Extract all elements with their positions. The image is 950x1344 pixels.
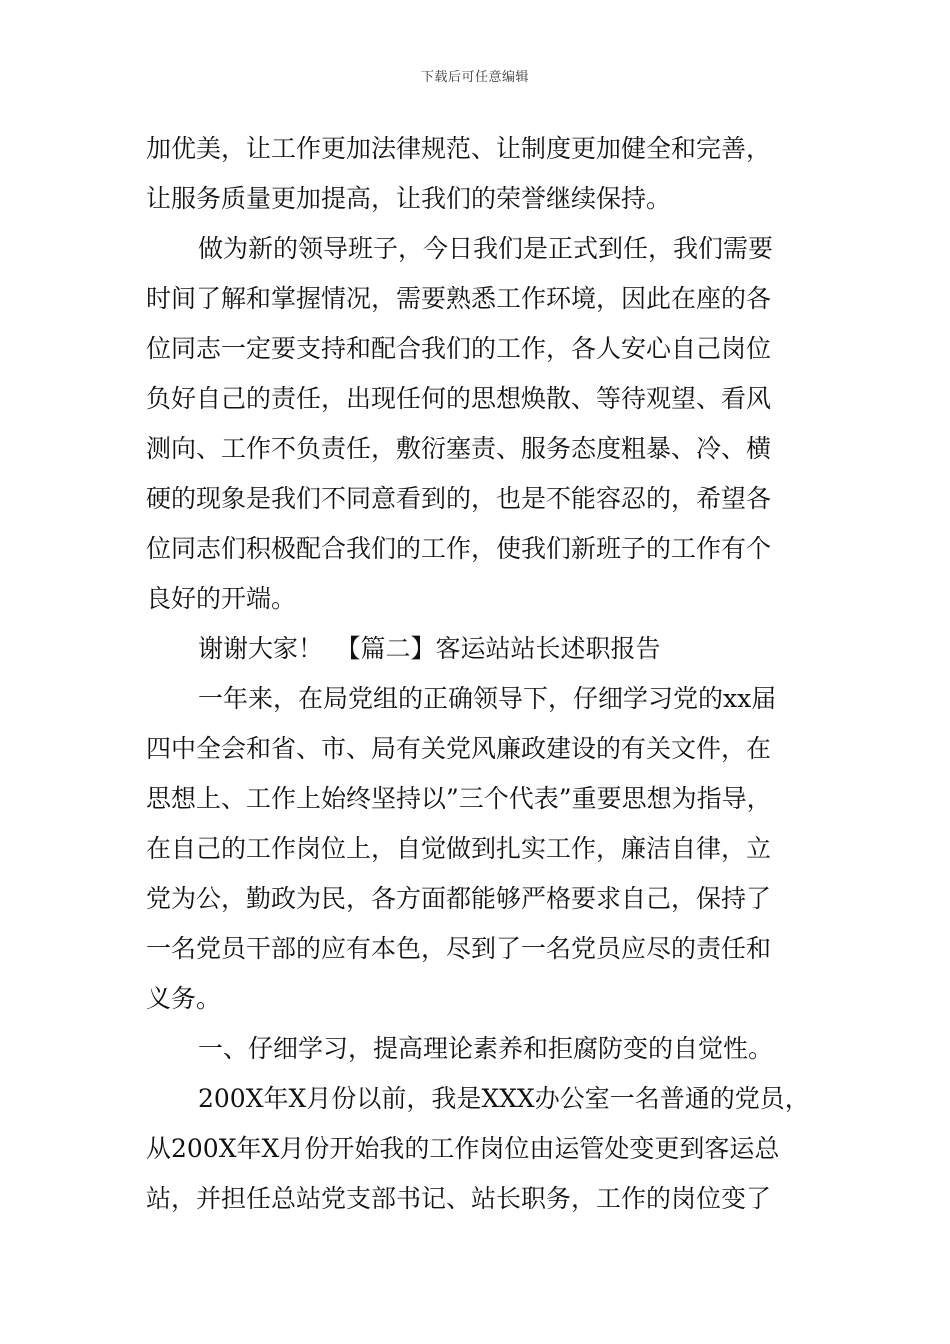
text-line: 200X年X月份以前，我是XXX办公室一名普通的党员， (198, 1084, 810, 1113)
page-header: 下载后可任意编辑 (420, 70, 529, 85)
text-line: 位同志们积极配合我们的工作，使我们新班子的工作有个 (146, 534, 772, 563)
text-line: 加优美，让工作更加法律规范、让制度更加健全和完善， (146, 134, 772, 163)
text-line: 从200X年X月份开始我的工作岗位由运管处变更到客运总 (146, 1134, 780, 1163)
text-line: 思想上、工作上始终坚持以”三个代表”重要思想为指导， (146, 784, 772, 813)
text-line: 负好自己的责任，出现任何的思想焕散、等待观望、看风 (146, 384, 772, 413)
text-line: 在自己的工作岗位上，自觉做到扎实工作，廉洁自律，立 (146, 834, 772, 863)
text-line: 良好的开端。 (146, 584, 297, 613)
text-line: 一名党员干部的应有本色，尽到了一名党员应尽的责任和 (146, 934, 772, 963)
text-line: 硬的现象是我们不同意看到的，也是不能容忍的，希望各 (146, 484, 772, 513)
text-line: 让服务质量更加提高，让我们的荣誉继续保持。 (146, 184, 672, 213)
text-line: 做为新的领导班子，今日我们是正式到任，我们需要 (198, 234, 774, 263)
text-line: 谢谢大家！ 【篇二】客运站站长述职报告 (198, 634, 661, 663)
text-line: 一、仔细学习，提高理论素养和拒腐防变的自觉性。 (198, 1034, 774, 1063)
text-line: 测向、工作不负责任，敷衍塞责、服务态度粗暴、冷、横 (146, 434, 772, 463)
document-body (146, 124, 810, 1224)
text-line: 一年来，在局党组的正确领导下，仔细学习党的xx届 (198, 684, 777, 713)
text-line: 位同志一定要支持和配合我们的工作，各人安心自己岗位 (146, 334, 772, 363)
text-line: 站，并担任总站党支部书记、站长职务，工作的岗位变了 (146, 1184, 772, 1213)
text-line: 党为公，勤政为民，各方面都能够严格要求自己，保持了 (146, 884, 772, 913)
text-line: 义务。 (146, 984, 222, 1013)
text-line: 时间了解和掌握情况，需要熟悉工作环境，因此在座的各 (146, 284, 772, 313)
text-line: 四中全会和省、市、局有关党风廉政建设的有关文件，在 (146, 734, 772, 763)
